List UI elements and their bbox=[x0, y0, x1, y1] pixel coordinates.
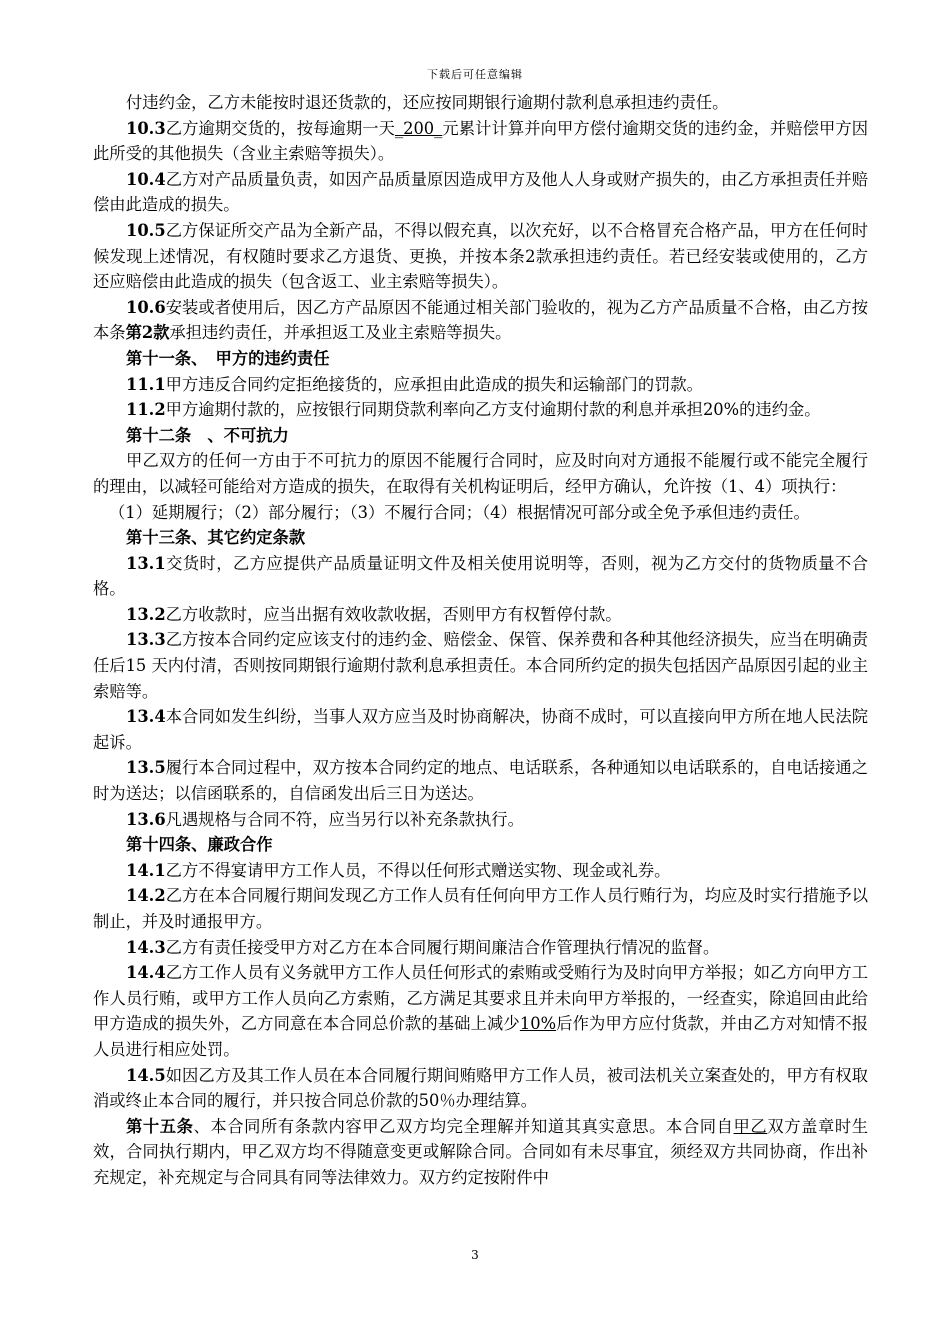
section-heading: 第十一条、 甲方的违约责任 bbox=[126, 348, 330, 368]
section-heading: 第十三条、其它约定条款 bbox=[126, 528, 306, 548]
clause-text: 付违约金，乙方未能按时退还货款的，还应按同期银行逾期付款利息承担违约责任。 bbox=[126, 93, 729, 112]
clause-paragraph bbox=[93, 883, 868, 934]
clause-paragraph bbox=[93, 755, 868, 806]
clause-text: 甲方逾期付款的，应按银行同期贷款利率向乙方支付逾期付款的利息并承担20%的违约金。 bbox=[165, 400, 821, 420]
clause-paragraph bbox=[93, 704, 868, 755]
clause-paragraph bbox=[93, 858, 868, 884]
clause-text: 乙方按本合同约定应该支付的违约金、赔偿金、保管、保养费和各种其他经济损失，应当在明确责任后15 天内付清，否则按同期银行逾期付款利息承担责任。本合同所约定的损失包括因产品原因引起的业主索赔等。 bbox=[93, 630, 868, 701]
clause-number: 10.5 bbox=[126, 220, 166, 240]
clause-paragraph bbox=[93, 295, 868, 346]
clause-text: 乙方有责任接受甲方对乙方在本合同履行期间廉洁合作管理执行情况的监督。 bbox=[165, 937, 720, 957]
clause-text: 乙方工作人员有义务就甲方工作人员任何形式的索贿或受贿行为及时向甲方举报；如乙方向甲方工作人员行贿，或甲方工作人员向乙方索贿，乙方满足其要求且并未向甲方举报的，一经查实，除追回由此给甲方造成的损失外，乙方同意在本合同总价款的基础上减少 bbox=[93, 963, 868, 1034]
clause-text: 元累计计算并向甲方偿付逾期交货的违约金，并赔偿甲方因此所受的其他损失（含业主索赔等损失）。 bbox=[93, 118, 868, 164]
clause-paragraph bbox=[93, 807, 868, 833]
clause-text: 本合同如发生纠纷，当事人双方应当及时协商解决，协商不成时，可以直接向甲方所在地人民法院起诉。 bbox=[93, 707, 868, 752]
clause-paragraph bbox=[93, 500, 868, 526]
document-body bbox=[93, 90, 868, 1191]
clause-text: 承担违约责任，并承担返工及业主索赔等损失。 bbox=[169, 323, 512, 343]
clause-text: 乙方对产品质量负责，如因产品质量原因造成甲方及他人人身或财产损失的，由乙方承担责任并赔偿由此造成的损失。 bbox=[93, 169, 868, 215]
clause-text: 乙方不得宴请甲方工作人员，不得以任何形式赠送实物、现金或礼券。 bbox=[165, 860, 671, 880]
clause-number: 10.4 bbox=[126, 169, 166, 189]
clause-number: 11.2 bbox=[126, 400, 166, 420]
clause-number: 13.1 bbox=[126, 553, 166, 573]
clause-number: 13.6 bbox=[126, 809, 166, 829]
underlined-value: 甲乙 bbox=[733, 1116, 768, 1136]
underlined-value: 10% bbox=[519, 1014, 557, 1034]
clause-number: 14.1 bbox=[126, 860, 166, 880]
clause-text: 履行本合同过程中，双方按本合同约定的地点、电话联系，各种通知以电话联系的，自电话接通之时为送达；以信函联系的，自信函发出后三日为送达。 bbox=[93, 758, 868, 804]
clause-number: 13.3 bbox=[126, 630, 166, 650]
clause-emphasis: 第2款 bbox=[125, 323, 170, 343]
clause-paragraph bbox=[93, 90, 868, 116]
clause-number: 13.4 bbox=[126, 707, 166, 727]
clause-text: 双方盖章时生效，合同执行期内，甲乙双方均不得随意变更或解除合同。合同如有未尽事宜，须经双方共同协商，作出补充规定，补充规定与合同具有同等法律效力。双方约定按附件中 bbox=[93, 1116, 868, 1187]
clause-number: 14.3 bbox=[126, 937, 166, 957]
clause-paragraph bbox=[93, 1114, 868, 1191]
clause-paragraph bbox=[93, 551, 868, 602]
clause-number: 13.2 bbox=[126, 604, 166, 624]
clause-paragraph bbox=[93, 1063, 868, 1114]
clause-paragraph bbox=[93, 602, 868, 628]
clause-number: 14.2 bbox=[126, 886, 166, 906]
page-header: 下载后可任意编辑 bbox=[427, 68, 523, 81]
clause-text: （1）延期履行；（2）部分履行；（3）不履行合同；（4）根据情况可部分或全免予承但违约责任。 bbox=[109, 502, 810, 522]
clause-number: 13.5 bbox=[126, 758, 166, 778]
clause-text: 乙方在本合同履行期间发现乙方工作人员有任何向甲方工作人员行贿行为，均应及时实行措施予以制止，并及时通报甲方。 bbox=[93, 886, 868, 931]
clause-text: 、本合同所有条款内容甲乙双方均完全理解并知道其真实意思。本合同自 bbox=[193, 1116, 734, 1136]
clause-text: 安装或者使用后，因乙方产品原因不能通过相关部门验收的，视为乙方产品质量不合格，由乙方按本条 bbox=[93, 297, 868, 343]
clause-text: 交货时，乙方应提供产品质量证明文件及相关使用说明等，否则，视为乙方交付的货物质量不合格。 bbox=[93, 553, 868, 599]
clause-title: 第十五条 bbox=[126, 1116, 194, 1136]
clause-number: 10.6 bbox=[126, 297, 166, 317]
clause-text: 乙方收款时，应当出据有效收款收据，否则甲方有权暂停付款。 bbox=[165, 604, 622, 624]
clause-text: 如因乙方及其工作人员在本合同履行期间贿赂甲方工作人员，被司法机关立案查处的，甲方有权取消或终止本合同的履行，并只按合同总价款的50％办理结算。 bbox=[93, 1065, 868, 1111]
section-heading: 第十四条、廉政合作 bbox=[126, 835, 273, 855]
clause-number: 11.1 bbox=[126, 374, 166, 394]
clause-number: 10.3 bbox=[126, 118, 166, 138]
clause-paragraph bbox=[93, 397, 868, 423]
clause-text: 乙方保证所交产品为全新产品，不得以假充真，以次充好，以不合格冒充合格产品，甲方在任何时候发现上述情况，有权随时要求乙方退货、更换，并按本条2款承担违约责任。若已经安装或使用的，乙方还应赔偿由此造成的损失（包含返工、业主索赔等损失）。 bbox=[93, 220, 868, 292]
clause-text: 甲乙双方的任何一方由于不可抗力的原因不能履行合同时，应及时向对方通报不能履行或不能完全履行的理由，以减轻可能给对方造成的损失，在取得有关机构证明后，经甲方确认，允许按（1、4）项执行： bbox=[93, 451, 868, 496]
clause-paragraph bbox=[93, 448, 868, 499]
section-heading: 第十二条 、不可抗力 bbox=[126, 425, 289, 445]
clause-paragraph bbox=[93, 116, 868, 167]
underlined-value: _200_ bbox=[394, 118, 443, 138]
clause-paragraph bbox=[93, 167, 868, 218]
clause-paragraph bbox=[93, 935, 868, 961]
clause-paragraph bbox=[93, 372, 868, 398]
clause-text: 后作为甲方应付货款，并由乙方对知情不报人员进行相应处罚。 bbox=[93, 1014, 868, 1059]
clause-paragraph bbox=[93, 218, 868, 295]
clause-number: 14.4 bbox=[126, 963, 166, 983]
clause-paragraph bbox=[93, 627, 868, 704]
clause-text: 甲方违反合同约定拒绝接货的，应承担由此造成的损失和运输部门的罚款。 bbox=[165, 374, 703, 394]
clause-text: 凡遇规格与合同不符，应当另行以补充条款执行。 bbox=[165, 809, 524, 829]
clause-number: 14.5 bbox=[126, 1065, 166, 1085]
page-number: 3 bbox=[471, 1248, 479, 1262]
clause-paragraph bbox=[93, 960, 868, 1062]
clause-text: 乙方逾期交货的，按每逾期一天 bbox=[165, 118, 395, 138]
